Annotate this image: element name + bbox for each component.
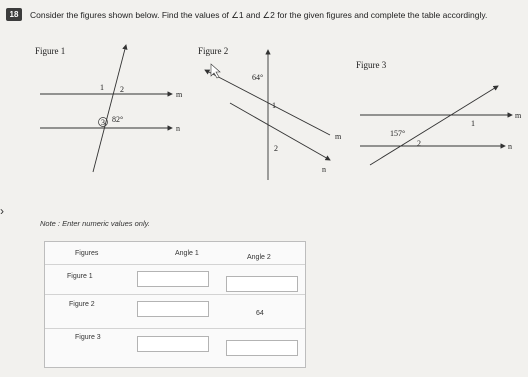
figure3-transversal [370,86,498,165]
figure3-line-n-label: n [508,142,512,151]
figure1-angle2-input[interactable] [226,276,298,292]
figure2-line-m [205,70,330,135]
figure1-line-n-label: n [176,124,180,133]
figure1-given-angle: 82° [112,115,124,124]
figure2-line-n-label: n [322,165,326,174]
caret-icon: › [0,204,4,218]
figure1-line-m-label: m [176,90,183,99]
figure1-angle3-label: 3 [101,118,105,127]
table-row [45,264,305,295]
figure2-angle2-label: 2 [274,144,278,153]
answer-table [44,241,306,368]
figure3-angle2-input[interactable] [226,340,298,356]
mouse-cursor-icon [211,64,220,78]
header-angle1: Angle 1 [175,250,199,257]
figure1-label: Figure 1 [35,46,66,56]
figure1-angle1-input[interactable] [137,271,209,287]
figure2-angle1-input[interactable] [137,301,209,317]
figure3-angle1-label: 1 [471,119,475,128]
figure3-given-angle: 157° [390,129,406,138]
figure2-line-n [230,103,330,160]
figure3-angle2-label: 2 [417,139,421,148]
note-text: Note : Enter numeric values only. [40,219,150,228]
header-figures: Figures [75,250,99,257]
figure2-angle2-value: 64 [256,310,264,317]
header-angle2: Angle 2 [247,254,271,261]
figure1-angle2-label: 2 [120,85,124,94]
row-label-figure2: Figure 2 [69,301,95,308]
row-label-figure1: Figure 1 [67,273,93,280]
figure1-transversal [93,45,126,172]
figure2-label: Figure 2 [198,46,229,56]
question-number-badge: 18 [6,8,22,21]
figure2-angle1-label: 1 [272,101,276,110]
question-prompt: Consider the figures shown below. Find the values of ∠1 and ∠2 for the given figures and complete the table accordingly. [30,10,488,20]
figure3-line-m-label: m [515,111,522,120]
figure3-label: Figure 3 [356,60,387,70]
figure1-angle1-label: 1 [100,83,104,92]
row-label-figure3: Figure 3 [75,334,101,341]
figure2-given-angle: 64° [252,73,264,82]
figure3-angle1-input[interactable] [137,336,209,352]
figure2-line-m-label: m [335,132,342,141]
table-row [45,294,305,329]
table-row [45,328,305,367]
